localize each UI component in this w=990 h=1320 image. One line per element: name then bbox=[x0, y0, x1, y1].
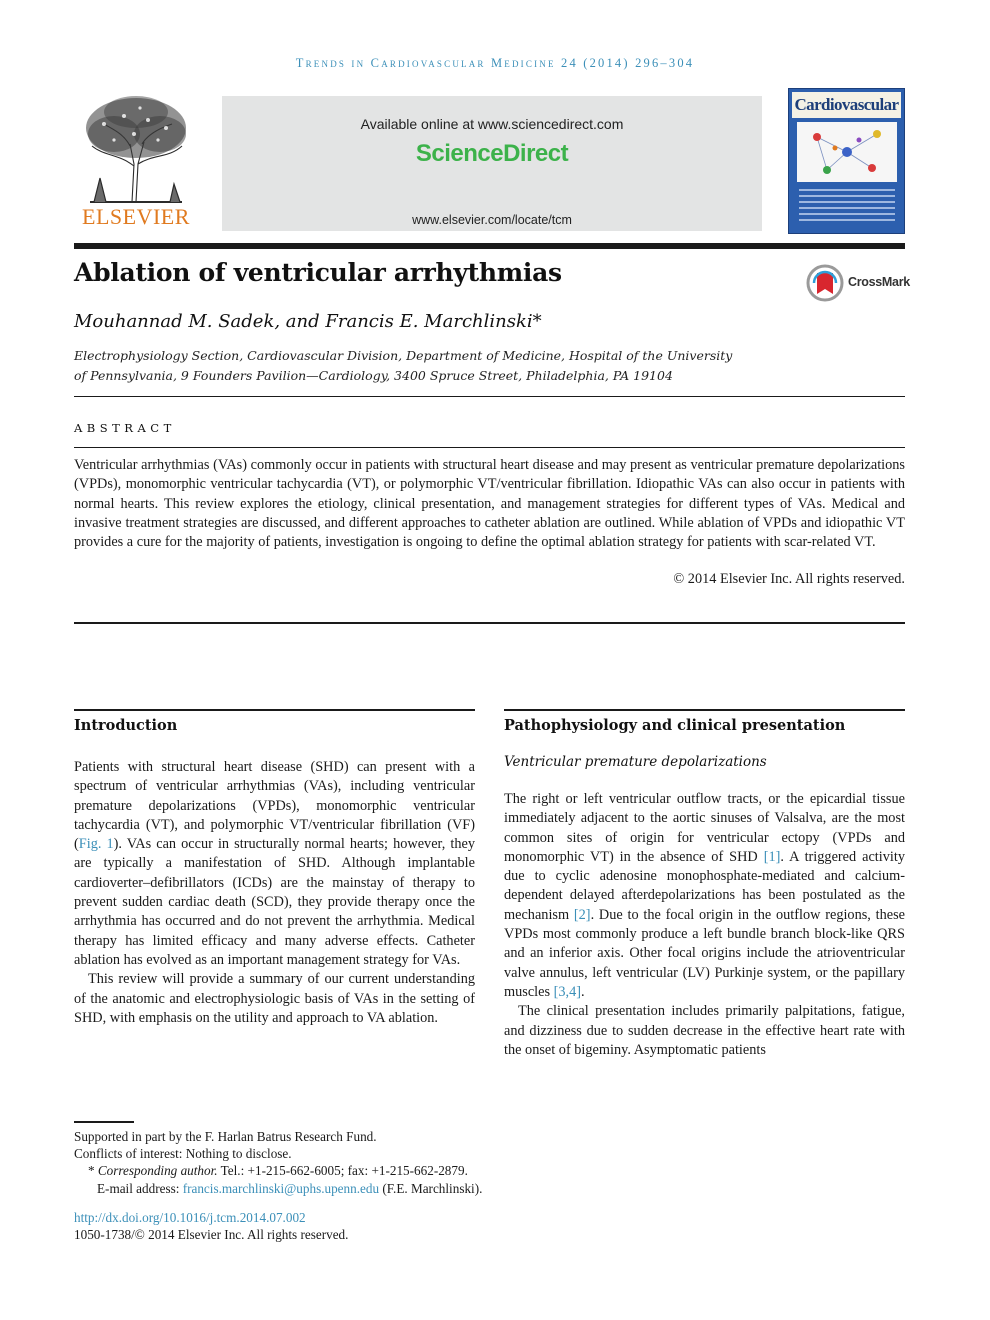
abstract-top-rule bbox=[74, 396, 905, 397]
section-heading-introduction: Introduction bbox=[74, 717, 178, 734]
journal-locate-url[interactable]: www.elsevier.com/locate/tcm bbox=[412, 213, 572, 227]
text-run: The right or left ventricular outflow tracts, or the epicardial tissue immediately adjacent to the aortic sinuses of Valsalva, are the most common sites of origin for ventricular ectopy (VPDs and monomorphic VT) in the absence of SHD bbox=[504, 791, 905, 865]
cover-text-lines bbox=[799, 189, 895, 225]
email-label: E-mail address: bbox=[97, 1180, 183, 1196]
footnote-rule bbox=[74, 1121, 134, 1123]
column-right bbox=[504, 709, 905, 1060]
text-run: . Due to the focal origin in the outflow regions, these VPDs most commonly produce a left bundle branch block-like QRS and an inferior axis. Other focal origins include the atrioventricular valve annulus, left ventricular (LV) Purkinje system, or the papillary muscles bbox=[504, 906, 906, 1000]
elsevier-tree-icon bbox=[74, 94, 198, 206]
footnotes bbox=[74, 1128, 674, 1197]
journal-reference: Trends in Cardiovascular Medicine 24 (2014) 296–304 bbox=[295, 56, 695, 70]
section-rule bbox=[504, 709, 905, 711]
crossmark-badge[interactable] bbox=[806, 264, 910, 302]
sciencedirect-banner bbox=[222, 96, 762, 231]
cover-figure bbox=[797, 122, 897, 182]
abstract-heading-rule bbox=[74, 447, 905, 448]
abstract-bottom-rule bbox=[74, 622, 905, 624]
funding-note: Supported in part by the F. Harlan Batrus Research Fund. bbox=[74, 1129, 377, 1144]
abstract-body: Ventricular arrhythmias (VAs) commonly occur in patients with structural heart disease and may present as ventricular premature depolarizations (VPDs), monomorphic ventricular tachycardia (VT), or polymorphic VT/ventricular fibrillation. Idiopathic VAs can also occur in patients with normal hearts. This review explores the etiology, clinical presentation, and management strategies for different types of VAs. Medical and invasive treatment strategies are discussed, and different approaches to catheter ablation are outlined. While ablation of VPDs and idiopathic VT provides a cure for the majority of patients, investigation is ongoing to define the optimal ablation strategy for patients with scar-related VT. bbox=[74, 457, 905, 551]
section-heading-pathophysiology: Pathophysiology and clinical presentation bbox=[504, 717, 846, 734]
text-run: Patients with structural heart disease (SHD) can present with a spectrum of ventricular arrhythmias (VAs), including ventricular premature depolarizations (VPDs), monomorphic ventricular tachycardia (VT), and polymorphic VT/ventricular fibrillation (VF) ( bbox=[74, 759, 475, 853]
doi-block bbox=[74, 1209, 348, 1243]
doi-link[interactable]: http://dx.doi.org/10.1016/j.tcm.2014.07.002 bbox=[74, 1210, 306, 1225]
email-link[interactable]: francis.marchlinski@uphs.upenn.edu bbox=[182, 1180, 380, 1196]
email-owner: (F.E. Marchlinski). bbox=[379, 1180, 483, 1196]
issn-line: 1050-1738/© 2014 Elsevier Inc. All rights reserved. bbox=[74, 1227, 349, 1243]
reference-link-1[interactable]: [1] bbox=[763, 848, 781, 865]
text-run: ). VAs can occur in structurally normal hearts; however, they are typically a manifestation of SHD. Although implantable cardioverter–defibrillators (ICDs) are the mainstay of therapy to prevent sudden cardiac death (SCD), they provide therapy once the arrhythmia has occurred and do not prevent the arrhythmia. Medical therapy has limited efficacy and many adverse effects. Catheter ablation has evolved as an important management strategy for VAs. bbox=[74, 836, 475, 968]
header-rule bbox=[74, 243, 905, 249]
footnote-marker: * bbox=[88, 1163, 95, 1179]
reference-link-3-4[interactable]: [3,4] bbox=[553, 983, 582, 1000]
corresponding-author-note bbox=[74, 1162, 674, 1179]
abstract-heading: ABSTRACT bbox=[74, 421, 176, 435]
author-list: Mouhannad M. Sadek, and Francis E. Marchlinski* bbox=[74, 311, 542, 332]
contact-numbers: Tel.: +1-215-662-6005; fax: +1-215-662-2879. bbox=[217, 1163, 468, 1179]
patho-paragraph-1 bbox=[504, 790, 905, 1002]
text-run: . A triggered activity due to cyclic adenosine monophosphate-mediated and calcium-dependent delayed afterdepolarizations has been postulated as the mechanism bbox=[504, 848, 905, 923]
abstract-copyright: © 2014 Elsevier Inc. All rights reserved. bbox=[673, 571, 905, 587]
elsevier-logo[interactable] bbox=[74, 94, 198, 236]
elsevier-wordmark: ELSEVIER bbox=[82, 204, 190, 229]
available-online-text[interactable]: Available online at www.sciencedirect.com bbox=[360, 116, 624, 132]
crossmark-label: CrossMark bbox=[848, 275, 910, 289]
crossmark-icon bbox=[806, 264, 844, 302]
journal-cover[interactable] bbox=[788, 88, 905, 234]
journal-cover-title: Cardiovascular bbox=[792, 92, 901, 118]
section-rule bbox=[74, 709, 475, 711]
patho-paragraph-2: The clinical presentation includes primarily palpitations, fatigue, and dizziness due to sudden decrease in the effective heart rate with the onset of bigeminy. Asymptomatic patients bbox=[504, 1003, 905, 1058]
column-left bbox=[74, 709, 475, 1028]
intro-paragraph-2: This review will provide a summary of our current understanding of the anatomic and electrophysiologic basis of VAs in the setting of SHD, with emphasis on the utility and approach to VA ablation. bbox=[74, 971, 475, 1026]
journal-header bbox=[74, 86, 905, 236]
corresponding-label: Corresponding author. bbox=[97, 1163, 218, 1179]
email-note bbox=[74, 1180, 674, 1197]
intro-paragraph-1 bbox=[74, 758, 475, 970]
sciencedirect-logo[interactable]: ScienceDirect bbox=[415, 140, 569, 167]
author-affiliation: Electrophysiology Section, Cardiovascular Division, Department of Medicine, Hospital of the University of Pennsylvania, 9 Founders Pavilion—Cardiology, 3400 Spruce Street, Philadelphia, PA 19104 bbox=[74, 348, 733, 383]
text-run: . bbox=[581, 983, 585, 1000]
figure-link[interactable]: Fig. 1 bbox=[78, 836, 114, 853]
cover-network-icon bbox=[797, 122, 897, 182]
reference-link-2[interactable]: [2] bbox=[573, 906, 591, 923]
article-title: Ablation of ventricular arrhythmias bbox=[74, 258, 562, 287]
subsection-heading-vpd: Ventricular premature depolarizations bbox=[504, 754, 767, 770]
conflict-note: Conflicts of interest: Nothing to disclose. bbox=[74, 1146, 292, 1162]
